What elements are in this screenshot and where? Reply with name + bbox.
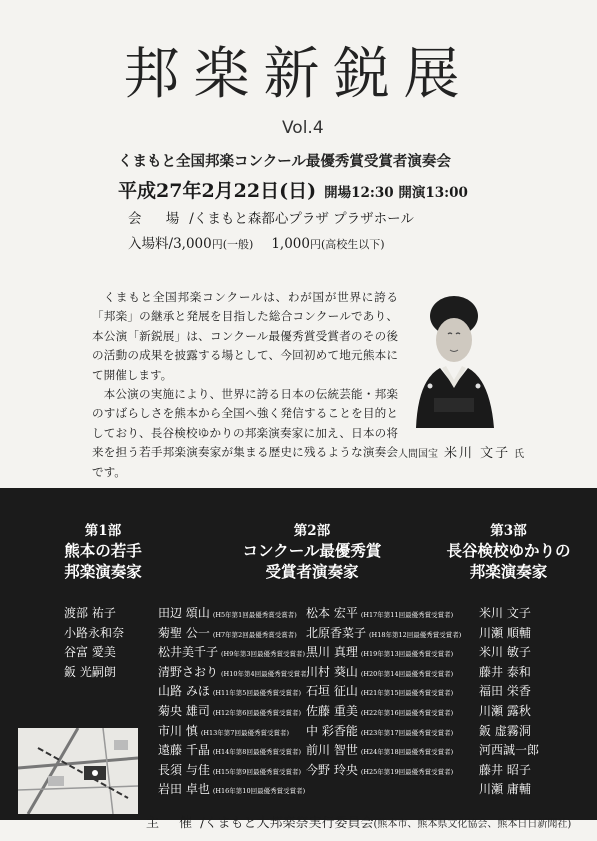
section-title-line: 熊本の若手 — [64, 541, 142, 560]
performer-name: 福田 栄香 — [479, 684, 531, 699]
award-note: (H23年第17回最優秀賞受賞者) — [360, 728, 454, 737]
intro-paragraph: 本公演の実施により、世界に誇る日本の伝統芸能・邦楽のすばらしさを熊本から全国へ強く発信することを目的としており、長谷検校ゆかりの邦楽演奏家に加え、日本の将来を担う若手邦楽演奏家が集まる歴史に残るような演奏会です。 — [92, 387, 398, 479]
award-note: (H5年第1回最優秀賞受賞者) — [212, 611, 297, 619]
performer-name: 谷富 愛美 — [64, 645, 116, 660]
performer-row — [158, 663, 309, 683]
section-title-line: コンクール最優秀賞 — [242, 541, 382, 560]
price-student-note: 円(高校生以下) — [309, 238, 385, 251]
section-title-line: 邦楽演奏家 — [469, 562, 548, 581]
performer-name: 小路永和奈 — [64, 625, 125, 640]
portrait-photo — [408, 290, 500, 428]
performer-name: 鈑 光嗣朗 — [64, 664, 116, 679]
performer-name: 遠藤 千晶 — [158, 743, 210, 758]
award-note: (H9年第3回最優秀賞受賞者) — [221, 650, 306, 659]
performer-name: 市川 慎 — [158, 723, 198, 738]
award-note: (H20年第14回最優秀賞受賞者) — [360, 669, 454, 678]
performer-row — [306, 643, 461, 663]
performer-row — [306, 741, 461, 761]
section-part3 — [426, 522, 591, 582]
caption-name: 米川 文子 — [444, 446, 511, 461]
portrait-caption — [398, 442, 524, 461]
performers-part3 — [479, 604, 539, 800]
ticket-price — [128, 232, 385, 252]
performer-name: 黒川 真理 — [306, 645, 358, 660]
performer-name: 川瀬 露秋 — [479, 703, 531, 718]
performer-name: 菊聖 公一 — [158, 625, 210, 640]
volume-number: Vol.4 — [282, 118, 324, 138]
award-note: (H15年第9回最優秀賞受賞者) — [212, 767, 301, 776]
caption-title: 人間国宝 — [398, 449, 438, 460]
performer-name: 藤井 泰和 — [479, 664, 531, 679]
performer-row — [158, 722, 309, 742]
performer-name: 河西誠一郎 — [479, 743, 540, 758]
performer-name: 長須 与佳 — [158, 762, 210, 777]
performer-name: 前川 智世 — [306, 743, 358, 758]
award-note: (H7年第2回最優秀賞受賞者) — [212, 630, 297, 639]
performer-name: 佐藤 重美 — [306, 703, 358, 718]
performer-name: 田辺 頌山 — [158, 606, 210, 620]
performer-name: 今野 玲央 — [306, 762, 358, 777]
award-note: (H18年第12回最優秀賞受賞者) — [369, 630, 462, 639]
performer-name: 川村 葵山 — [306, 664, 358, 679]
organizer-members: (熊本市、熊本県文化協会、熊本日日新聞社) — [373, 819, 572, 830]
performer-name: 北原香菜子 — [306, 625, 367, 640]
performer-name: 菊央 雄司 — [158, 703, 210, 718]
price-general-note: 円(一般) — [211, 238, 254, 251]
award-note: (H10年第4回最優秀賞受賞者) — [221, 669, 310, 678]
performer-row — [306, 663, 461, 683]
venue-map — [18, 728, 138, 814]
event-date — [118, 176, 468, 203]
event-times: 開場12:30 開演13:00 — [324, 185, 468, 201]
organizer-name: /くまもと大邦楽祭実行委員会 — [200, 816, 374, 831]
performer-row — [306, 702, 461, 722]
organizer-label: 主 催 — [146, 816, 201, 831]
performer-row — [158, 682, 309, 702]
performer-name: 川瀬 順輔 — [479, 625, 531, 640]
performer-name: 藤井 昭子 — [479, 762, 531, 777]
performer-row — [158, 604, 309, 624]
performer-name: 米川 文子 — [479, 606, 531, 620]
venue-label: 会 場 — [128, 211, 190, 227]
performer-name: 川瀬 庸輔 — [479, 782, 531, 797]
price-general: 3,000 — [173, 236, 212, 252]
performer-row — [306, 722, 461, 742]
award-note: (H11年第5回最優秀賞受賞者) — [212, 689, 301, 698]
performer-name: 中 彩香能 — [306, 723, 358, 738]
performer-row — [158, 624, 309, 644]
intro-paragraph: くまもと全国邦楽コンクールは、わが国が世界に誇る「邦楽」の継承と発展を目指した総合コンクールであり、本公演「新鋭展」は、コンクール最優秀賞受賞者のその後の活動の成果を披露する場として、今回初めて地元熊本にて開催します。 — [92, 290, 398, 382]
award-note: (H12年第6回最優秀賞受賞者) — [212, 708, 301, 717]
award-note: (H16年第10回最優秀賞受賞者) — [212, 787, 306, 796]
date-text: 平成27年2月22日(日) — [118, 180, 317, 202]
section-number: 第2部 — [293, 523, 331, 539]
intro-text — [92, 288, 398, 482]
performer-row — [158, 761, 309, 781]
performer-name: 鈑 虚霧洞 — [479, 723, 531, 738]
performer-name: 松井美千子 — [158, 645, 219, 660]
price-label: 入場料/ — [128, 236, 174, 252]
performers-part2-left — [158, 604, 309, 800]
performer-row — [158, 702, 309, 722]
performer-name: 山路 みほ — [158, 684, 210, 699]
section-number: 第3部 — [490, 523, 527, 539]
event-subtitle: くまもと全国邦楽コンクール最優秀賞受賞者演奏会 — [118, 153, 451, 170]
section-number: 第1部 — [84, 523, 122, 539]
performer-name: 米川 敏子 — [479, 645, 531, 660]
award-note: (H13年第7回最優秀賞受賞者) — [200, 728, 289, 737]
award-note: (H21年第15回最優秀賞受賞者) — [360, 689, 454, 698]
event-title: 邦楽新鋭展 — [123, 42, 474, 107]
performer-row — [158, 643, 309, 663]
award-note: (H22年第16回最優秀賞受賞者) — [360, 708, 454, 717]
caption-honorific: 氏 — [514, 449, 525, 460]
award-note: (H24年第18回最優秀賞受賞者) — [360, 748, 454, 757]
section-part2 — [212, 522, 412, 582]
performer-row — [306, 604, 461, 624]
venue-name: /くまもと森都心プラザ プラザホール — [189, 211, 414, 227]
performer-row — [158, 780, 309, 800]
price-student: 1,000 — [271, 236, 310, 252]
performer-row — [306, 761, 461, 781]
performer-name: 松本 宏平 — [306, 606, 358, 620]
section-title-line: 邦楽演奏家 — [64, 562, 142, 581]
organizer-line — [146, 812, 571, 831]
performer-name: 清野さおり — [158, 664, 219, 679]
award-note: (H14年第8回最優秀賞受賞者) — [212, 748, 301, 757]
award-note: (H17年第11回最優秀賞受賞者) — [360, 611, 454, 619]
performer-row — [158, 741, 309, 761]
award-note: (H19年第13回最優秀賞受賞者) — [360, 650, 454, 659]
section-title-line: 受賞者演奏家 — [265, 562, 359, 581]
performer-row — [306, 624, 461, 644]
section-title-line: 長谷検校ゆかりの — [446, 541, 571, 560]
performers-part2-right — [306, 604, 461, 780]
section-part1 — [38, 522, 168, 582]
performer-name: 岩田 卓也 — [158, 782, 210, 797]
performers-part1 — [64, 604, 124, 682]
performer-name: 石垣 征山 — [306, 684, 358, 699]
event-venue — [128, 207, 414, 227]
performer-name: 渡部 祐子 — [64, 606, 116, 620]
performer-row — [306, 682, 461, 702]
award-note: (H25年第19回最優秀賞受賞者) — [360, 767, 454, 776]
